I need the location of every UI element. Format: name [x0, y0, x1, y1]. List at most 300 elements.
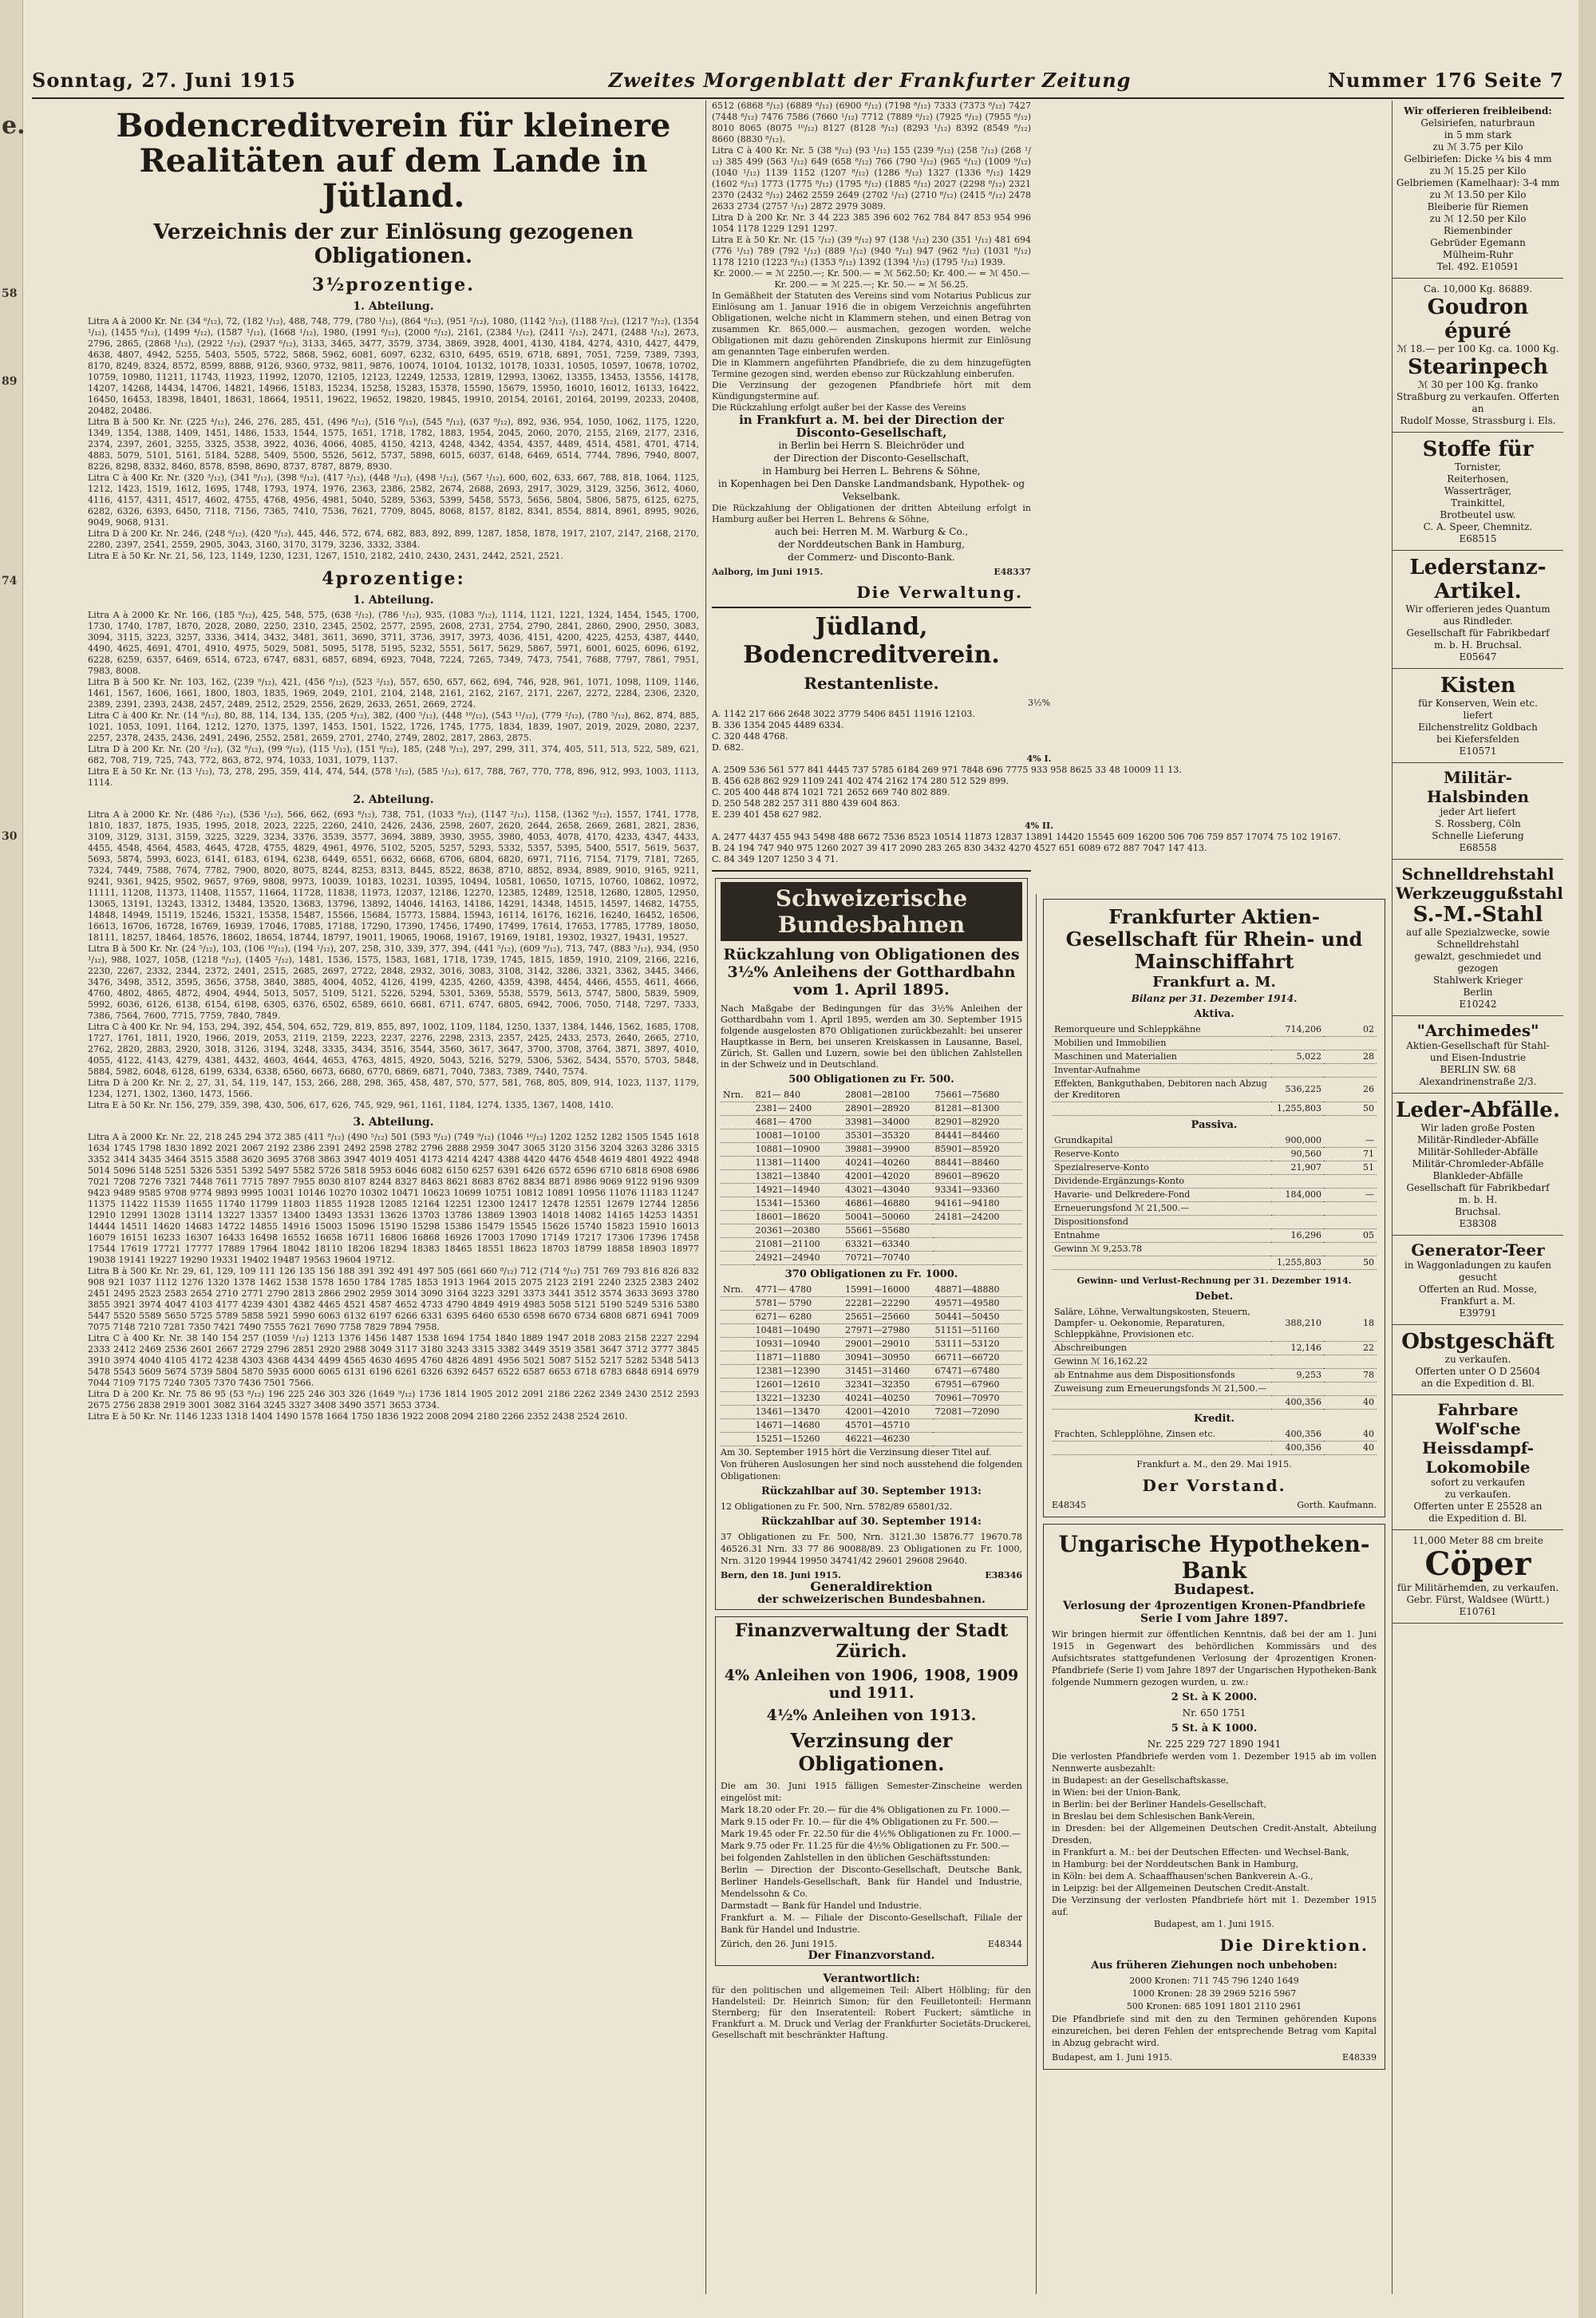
table-cell: Grundkapital — [1052, 1134, 1271, 1148]
table-cell: 30941—30950 — [843, 1351, 932, 1365]
ad-line: C. A. Speer, Chemnitz. — [1423, 521, 1533, 532]
restanten-line: B. 456 628 862 929 1109 241 402 474 2162 174 280 512 529 899. — [712, 776, 1009, 786]
pay-place: in Breslau bei dem Schlesischen Bank-Verein, — [1052, 1811, 1255, 1822]
table-row — [1052, 1243, 1377, 1256]
zurich-banks-intro: bei folgenden Zahlstellen in den üblichen Geschäftsstunden: — [721, 1853, 991, 1863]
ad-list — [1396, 927, 1560, 1011]
table-cell: 67951—67960 — [933, 1379, 1022, 1392]
table-cell — [721, 1224, 753, 1238]
table-row — [1052, 1078, 1377, 1102]
bank-line: Darmstadt — Bank für Handel und Industrie. — [721, 1901, 922, 1911]
table-row — [1052, 1396, 1377, 1410]
bank-line: in Hamburg bei Herren L. Behrens & Söhne, — [762, 465, 981, 477]
ad-line: Stahlwerk Krieger — [1432, 975, 1523, 986]
ad-line: Offerten an Rud. Mosse, Frankfurt a. M. — [1418, 1284, 1538, 1307]
kredit-heading: Kredit. — [1194, 1413, 1235, 1425]
pay-place: in Hamburg: bei der Norddeutschen Bank in Hamburg, — [1052, 1859, 1299, 1869]
ad-line: Bruchsal. — [1455, 1206, 1501, 1217]
table-cell — [721, 1197, 753, 1211]
table-cell: 18 — [1324, 1306, 1377, 1342]
table-cell: 900,000 — [1271, 1134, 1324, 1148]
ad-line: auf alle Spezialzwecke, sowie Schnelldrehstahl — [1405, 927, 1551, 950]
ad-line: zu verkaufen. — [1444, 1354, 1511, 1365]
zurich-ad — [715, 1616, 1028, 1966]
restanten-line: 4% I. — [1026, 754, 1052, 764]
column-rule-2 — [1036, 894, 1037, 2294]
disconto-line: in Frankfurt a. M. bei der Direction der Disconto-Gesellschaft, — [739, 413, 1004, 440]
ad-line: E68515 — [1459, 533, 1497, 544]
bond-list: Litra D à 200 Kr. Nr. 75 86 95 (53 ⁸/₁₂) 196 225 246 303 326 (1649 ⁹/₁₂) 1736 1814 1905 2012 2091 2186 2262 2349 2430 2512 2593 2675 2756 2838 2919 3001 3082 3164 3245 3327 3408 3490 3571 3653 3734. — [88, 1389, 699, 1410]
ad-heading: "Archimedes" — [1416, 1021, 1539, 1040]
ad-heading: Kisten — [1440, 674, 1516, 698]
table-cell: Havarie- und Delkredere-Fond — [1052, 1189, 1271, 1202]
table-cell: Reserve-Konto — [1052, 1148, 1271, 1161]
table-cell: 40 — [1324, 1442, 1377, 1455]
ad-line: Gesellschaft für Fabrikbedarf — [1406, 1182, 1550, 1193]
ad-line: zu verkaufen. — [1444, 1489, 1511, 1500]
debet-table — [1052, 1306, 1377, 1410]
table-cell: Frachten, Schlepplöhne, Zinsen etc. — [1052, 1428, 1271, 1442]
bond-list: Litra D à 200 Kr. Nr. 3 44 223 385 396 602 762 784 847 853 954 996 1054 1178 1229 1291 1297. — [712, 212, 1031, 234]
table-cell: 10081—10100 — [753, 1129, 843, 1143]
bond-list: Litra D à 200 Kr. Nr. (20 ²/₁₂), (32 ⁸/₁₂), (99 ⁹/₁₂), (115 ¹/₁₂), (151 ⁸/₁₂), 185, (248 ⁹/₁₂), 297, 299, 311, 374, 405, 511, 513, 522, 589, 621, 682, 708, 719, 725, 743, 772, 863, 872, 974, 1033, 1031, 1079, 1137. — [88, 744, 699, 765]
table-cell: 821— 840 — [753, 1089, 843, 1102]
table-cell — [1052, 1396, 1271, 1410]
ad-line: liefert — [1463, 710, 1493, 721]
table-cell — [721, 1238, 753, 1252]
table-cell: 02 — [1324, 1023, 1377, 1037]
table-row — [1052, 1148, 1377, 1161]
sum-line: Kr. 200.— = ℳ 225.—; Kr. 50.— = ℳ 56.25. — [774, 279, 969, 290]
article-title: Bodencreditverein für kleinere Realitäten auf dem Lande in Jütland. — [116, 107, 671, 215]
subsection-heading: 1. Abteilung. — [353, 594, 434, 607]
table-cell: 22281—22290 — [843, 1297, 932, 1311]
imprint-text: für den politischen und allgemeinen Teil: Albert Hölbling; für den Handelsteil: Dr. Heinrich Simon; für den Feuilletonteil: Hermann Sternberg; für den Inseratenteil: Robert Fuckert; sämtliche in Frankfurt a. M. Druck und Verlag der Frankfurter Societäts-Druckerei, Gesellschaft mit beschränkter Haftung. — [712, 1985, 1031, 2040]
ad-heading: Generator-Teer — [1411, 1240, 1545, 1260]
table-cell: 40 — [1324, 1396, 1377, 1410]
bond-list: Litra E à 50 Kr. Nr. (13 ¹/₁₂), 73, 278, 295, 359, 414, 474, 544, (578 ¹/₁₂), (585 ¹/₁₂), 617, 788, 767, 770, 778, 896, 912, 993, 1003, 1113, 1114. — [88, 766, 699, 788]
series-heading: 5 St. à K 1000. — [1171, 1723, 1258, 1735]
table-row — [721, 1197, 1022, 1211]
zurich-body: Die am 30. Juni 1915 fälligen Semester-Zinscheine werden eingelöst mit: — [721, 1781, 1022, 1803]
ad-line: E39791 — [1459, 1307, 1497, 1319]
table-row — [1052, 1134, 1377, 1148]
table-cell: 4681— 4700 — [753, 1116, 843, 1129]
ad-line: Berlin — [1463, 987, 1493, 998]
bank-line: der Norddeutschen Bank in Hamburg, — [778, 539, 965, 550]
table-cell: Dividende-Ergänzungs-Konto — [1052, 1175, 1271, 1189]
table-row — [721, 1338, 1022, 1351]
table-row — [1052, 1382, 1377, 1396]
table-cell: 11381—11400 — [753, 1157, 843, 1170]
restanten-line: C. 205 400 448 874 1021 721 2652 669 740 802 889. — [712, 787, 950, 797]
restanten-line: D. 682. — [712, 742, 744, 753]
bond-list: Litra B à 500 Kr. Nr. (24 ⁵/₁₂), 103, (106 ¹⁰/₁₂), (194 ¹/₁₂), 207, 258, 310, 339, 377, 394, (441 ⁵/₁₂), (609 ⁹/₁₂), 713, 747, (883 ⁵/₁₂), 934, (950 ¹/₁₂), 988, 1027, 1058, (1218 ⁸/₁₂), (1405 ²/₁₂), 1481, 1536, 1575, 1583, 1681, 1718, 1739, 1745, 1815, 1859, 1910, 2109, 2166, 2216, 2230, 2267, 2332, 2344, 2372, 2401, 2515, 2685, 2697, 2722, 2848, 2932, 3016, 3083, 3108, 3142, 3286, 3321, 3362, 3445, 3466, 3476, 3498, 3512, 3595, 3656, 3758, 3840, 3885, 4004, 4052, 4126, 4199, 4235, 4260, 4359, 4398, 4454, 4466, 4555, 4611, 4666, 4760, 4802, 4865, 4872, 4904, 4944, 5013, 5057, 5109, 5121, 5226, 5294, 5301, 5369, 5538, 5579, 5613, 5747, 5800, 5839, 5909, 5992, 6036, 6126, 6138, 6154, 6198, 6305, 6376, 6502, 6589, 6610, 6681, 6711, 6747, 6805, 6942, 7006, 7050, 7148, 7297, 7333, 7386, 7564, 7600, 7715, 7759, 7840, 7849. — [88, 943, 699, 1021]
ungarisch-body: Wir bringen hiermit zur öffentlichen Kenntnis, daß bei der am 1. Juni 1915 in Gegenwart des behördlichen Kommissärs und des Aufsichtsrates stattgefundenen Verlosung der 4prozentigen Kronen-Pfandbriefe (Serie I) vom Jahre 1897 der Ungarischen Hypotheken-Bank folgende Nummern gezogen wurden, u. zw.: — [1052, 1629, 1377, 1687]
left-stub-4: 74 — [2, 575, 18, 587]
table-cell: 714,206 — [1271, 1023, 1324, 1037]
place-date: Frankfurt a. M., den 29. Mai 1915. — [1136, 1459, 1292, 1470]
ad-line: Militär-Rindleder-Abfälle — [1416, 1134, 1539, 1145]
table-cell — [721, 1129, 753, 1143]
table-cell: 400,356 — [1271, 1428, 1324, 1442]
table-cell: 12381—12390 — [753, 1365, 843, 1379]
ad-line: Wasserträger, — [1444, 485, 1512, 496]
table-cell — [721, 1338, 753, 1351]
table-cell: 1,255,803 — [1271, 1256, 1324, 1270]
series-numbers: Nr. 225 229 727 1890 1941 — [1147, 1738, 1282, 1750]
ad-heading: Militär-Halsbinden — [1426, 768, 1530, 806]
table-row — [1052, 1306, 1377, 1342]
table-row — [721, 1143, 1022, 1157]
restanten-line: A. 2477 4437 455 943 5498 488 6672 7536 8523 10514 11873 12837 13891 14420 15545 609 16200 506 706 759 857 17074 75 102 19167. — [712, 832, 1341, 842]
signature: der schweizerischen Bundesbahnen. — [757, 1593, 986, 1606]
ad-line: für Konserven, Wein etc. — [1418, 698, 1538, 709]
table-cell: 49571—49580 — [933, 1297, 1022, 1311]
hungarian-bank-ad — [1043, 1524, 1385, 2070]
table-cell: 45701—45710 — [843, 1419, 932, 1433]
ad-generator-teer — [1393, 1236, 1563, 1325]
bond-list: Litra C à 400 Kr. Nr. (320 ³/₁₂), (341 ⁸/₁₂), (398 ⁶/₁₂), (417 ²/₁₂), (448 ³/₁₂), (498 ¹/₁₂), (567 ¹/₁₂), 600, 602, 633, 667, 788, 818, 1064, 1125, 1212, 1423, 1519, 1612, 1695, 1748, 1793, 1974, 1976, 2363, 2386, 2582, 2674, 2688, 2693, 2917, 3029, 3129, 3256, 3612, 4060, 4116, 4157, 4311, 4517, 4602, 4755, 4768, 4956, 4981, 5040, 5289, 5363, 5399, 5458, 5573, 5656, 5804, 5806, 5875, 6125, 6275, 6282, 6326, 6393, 6450, 7118, 7156, 7365, 7410, 7536, 7621, 7709, 8045, 8068, 8157, 8182, 8341, 8554, 8814, 8961, 8995, 9026, 9049, 9068, 9131. — [88, 473, 699, 528]
table-cell — [721, 1419, 753, 1433]
ad-line: ℳ 18.— per 100 Kg. ca. 1000 Kg. — [1396, 343, 1559, 354]
section-heading: 3½prozentige. — [312, 275, 475, 295]
table-cell: 28 — [1324, 1050, 1377, 1064]
table-cell — [1324, 1037, 1377, 1050]
table-cell — [721, 1157, 753, 1170]
table-row — [721, 1284, 1022, 1297]
bond-list: 6512 (6868 ⁸/₁₂) (6889 ⁸/₁₂) (6900 ⁸/₁₂) (7198 ⁸/₁₂) 7333 (7373 ⁸/₁₂) 7427 (7448 ⁸/₁₂) 7476 7586 (7660 ¹/₁₂) 7712 (7889 ⁶/₁₂) (7925 ⁸/₁₂) (7955 ⁸/₁₂) 8010 8065 (8075 ¹⁰/₁₂) 8127 (8128 ⁸/₁₂) (8293 ¹/₁₂) 8392 (8549 ⁸/₁₂) 8660 (8830 ⁸/₁₂). — [712, 101, 1031, 144]
header-date: Sonntag, 27. Juni 1915 — [32, 69, 296, 92]
ad-code: E48345 — [1052, 1500, 1087, 1510]
table-cell — [1324, 1243, 1377, 1256]
rate-line: Mark 9.15 oder Fr. 10.— für die 4% Obligationen zu Fr. 500.— — [721, 1817, 999, 1827]
debet-heading: Debet. — [1195, 1291, 1234, 1303]
ad-line: Militär-Chromleder-Abfälle — [1412, 1158, 1544, 1169]
ad-lederstanz — [1393, 551, 1563, 669]
table-cell: 50441—50450 — [933, 1311, 1022, 1324]
header-page-number: Nummer 176 Seite 7 — [1327, 69, 1564, 92]
table-cell: 12,146 — [1271, 1342, 1324, 1355]
table-cell — [1324, 1355, 1377, 1369]
table-cell: Nrn. — [721, 1089, 753, 1102]
bilanz-heading: Bilanz per 31. Dezember 1914. — [1131, 993, 1298, 1004]
ad-list — [1396, 603, 1560, 663]
table-cell: 53111—53120 — [933, 1338, 1022, 1351]
table-cell: 78 — [1324, 1369, 1377, 1382]
pay-place: in Dresden: bei der Allgemeinen Deutschen Credit-Anstalt, Abteilung Dresden, — [1052, 1823, 1377, 1845]
table-row — [1052, 1442, 1377, 1455]
ad-list — [1396, 461, 1560, 545]
table-cell: 31451—31460 — [843, 1365, 932, 1379]
swiss-railway-ad — [715, 878, 1028, 1610]
table-cell: 13461—13470 — [753, 1406, 843, 1419]
table-cell — [933, 1419, 1022, 1433]
ad-line: jeder Art liefert — [1440, 806, 1516, 817]
left-stub-5: 30 — [2, 830, 18, 843]
table-cell: 84441—84460 — [933, 1129, 1022, 1143]
ad-line: gewalzt, geschmiedet und gezogen — [1414, 951, 1542, 974]
table-cell: 21,907 — [1271, 1161, 1324, 1175]
table-cell — [721, 1211, 753, 1224]
table-cell: — — [1324, 1189, 1377, 1202]
ruck-text: 12 Obligationen zu Fr. 500, Nrn. 5782/89 65801/32. — [721, 1501, 953, 1512]
jud-subtitle: Restantenliste. — [804, 674, 939, 693]
table-row — [1052, 1355, 1377, 1369]
bank-line: der Commerz- und Disconto-Bank. — [788, 552, 955, 563]
table-cell: Effekten, Bankguthaben, Debitoren nach Abzug der Kreditoren — [1052, 1078, 1271, 1102]
ad-list — [1396, 1040, 1560, 1088]
table-cell: 5,022 — [1271, 1050, 1324, 1064]
table-cell: 5781— 5790 — [753, 1297, 843, 1311]
place-date: Bern, den 18. Juni 1915. — [721, 1570, 841, 1580]
table-cell: 9,253 — [1271, 1369, 1324, 1382]
restanten-line: B. 336 1354 2045 4489 6334. — [712, 720, 844, 730]
ad-line: Wir offerieren jedes Quantum aus Rindleder. — [1405, 603, 1551, 627]
table-cell: Remorqueure und Schleppkähne — [1052, 1023, 1271, 1037]
table-row — [721, 1116, 1022, 1129]
ad-list — [1396, 806, 1560, 854]
ad-line: Mülheim-Ruhr — [1442, 249, 1514, 260]
table-cell: 24181—24200 — [933, 1211, 1022, 1224]
place-date: Budapest, am 1. Juni 1915. — [1052, 2052, 1172, 2063]
table-cell — [1271, 1355, 1324, 1369]
table-cell: Saläre, Löhne, Verwaltungskosten, Steuern, Dampfer- u. Oekonomie, Reparaturen, Schleppkähne, Provisionen etc. — [1052, 1306, 1271, 1342]
ungarisch-subtitle: Verlosung der 4prozentigen Kronen-Pfandbriefe Serie I vom Jahre 1897. — [1062, 1600, 1366, 1625]
table-cell — [721, 1184, 753, 1197]
table-row — [1052, 1064, 1377, 1078]
kredit-table — [1052, 1428, 1377, 1455]
table-cell: 13221—13230 — [753, 1392, 843, 1406]
table-cell: 12601—12610 — [753, 1379, 843, 1392]
ungarisch-body: Die verlosten Pfandbriefe werden vom 1. Dezember 1915 ab im vollen Nennwerte ausbezahlt: — [1052, 1751, 1377, 1774]
notice-text: Die in Klammern angeführten Pfandbriefe, die zu dem hinzugefügten Termine gezogen sind, werden ebenso zur Rückzahlung einberufen. — [712, 358, 1031, 379]
table-cell: 71 — [1324, 1148, 1377, 1161]
table-cell — [1324, 1202, 1377, 1216]
restanten-line: A. 2509 536 561 577 841 4445 737 5785 6184 269 971 7848 696 7775 933 958 8625 33 48 10009 11 13. — [712, 765, 1182, 775]
table-cell — [1052, 1442, 1271, 1455]
ad-list — [1396, 1354, 1560, 1390]
restanten-line: 4% II. — [1024, 821, 1054, 831]
table-row — [721, 1433, 1022, 1446]
bank-line: Berlin — Direction der Disconto-Gesellschaft, Deutsche Bank, Berliner Handels-Gesellschaft, Bank für Handel und Industrie, Mendelssohn & Co. — [721, 1865, 1022, 1899]
right-page-edge — [1578, 0, 1596, 2318]
table-cell: 88441—88460 — [933, 1157, 1022, 1170]
table-cell — [721, 1143, 753, 1157]
table-row — [721, 1297, 1022, 1311]
table-cell: Zuweisung zum Erneuerungsfonds ℳ 21,500.— — [1052, 1382, 1271, 1396]
aktiva-heading: Aktiva. — [1194, 1008, 1235, 1020]
ad-code: E48337 — [994, 567, 1031, 577]
table-row — [721, 1351, 1022, 1365]
bond-list: Litra A à 2000 Kr. Nr. 22, 218 245 294 372 385 (411 ⁸/₁₂) (490 ⁵/₁₂) 501 (593 ⁸/₁₂) (749 ⁹/₁₂) (1046 ¹⁰/₁₂) 1202 1252 1282 1505 1545 1618 1634 1745 1798 1830 1892 2021 2067 2192 2386 2391 2492 2598 2782 2796 2888 2959 3047 3065 3120 3156 3204 3263 3286 3315 3352 3414 3435 3464 3515 3588 3620 3695 3768 3863 3947 4019 4051 4173 4214 4247 4388 4420 4476 4548 4619 4801 4922 4948 5014 5096 5148 5251 5326 5351 5392 5497 5582 5726 5818 5953 6046 6082 6150 6257 6391 6426 6572 6596 6710 6818 6908 6986 7021 7208 7276 7321 7448 7611 7715 7897 7955 8030 8107 8244 8327 8463 8621 8683 8762 8834 8871 8986 9069 9122 9196 9309 9423 9489 9585 9708 9774 9893 9995 10031 10146 10270 10302 10471 10623 10699 10751 10812 10891 10956 11076 11183 11247 11375 11422 11539 11655 11740 11799 11803 11855 11928 12085 12164 12251 12300 12417 12478 12551 12679 12744 12856 12910 12991 13028 13114 13227 13357 13400 13493 13531 13626 13703 13786 13869 13903 14018 14082 14165 14253 14351 14444 14511 14620 14683 14722 14855 14916 15003 15096 15190 15298 15386 15479 15545 15626 15740 15823 15910 16013 16079 16151 16233 16307 16433 16498 16552 16658 16711 16806 16868 16926 17003 17090 17149 17217 17306 17396 17458 17544 17619 17721 17777 17889 17964 18042 18110 18206 18294 18383 18465 18551 18623 18703 18799 18858 18903 18977 19038 19141 19227 19290 19331 19402 19487 19563 19604 19712. — [88, 1132, 699, 1265]
table-cell: Abschreibungen — [1052, 1342, 1271, 1355]
header-title: Zweites Morgenblatt der Frankfurter Zeitung — [608, 69, 1132, 92]
ad-line: Schnelle Lieferung — [1432, 830, 1524, 841]
place-date: Budapest, am 1. Juni 1915. — [1154, 1919, 1274, 1929]
frankfurt-title: Frankfurter Aktien-Gesellschaft für Rhein- und Mainschiffahrt — [1065, 905, 1363, 973]
table-cell: 6271— 6280 — [753, 1311, 843, 1324]
table-cell — [1271, 1175, 1324, 1189]
zurich-subtitle: Verzinsung der Obligationen. — [790, 1729, 953, 1775]
ungarisch-city: Budapest. — [1173, 1581, 1255, 1598]
ad-line: ℳ 30 per 100 Kg. franko — [1417, 379, 1539, 390]
ad-line: Gelbiriefen: Dicke ¼ bis 4 mm — [1404, 153, 1552, 164]
ad-line: in 5 mm stark — [1444, 129, 1512, 140]
zurich-title: Finanzverwaltung der Stadt Zürich. — [734, 1620, 1009, 1662]
ad-coeper — [1393, 1530, 1563, 1624]
table-cell: 75661—75680 — [933, 1089, 1022, 1102]
table-cell — [721, 1116, 753, 1129]
table-row — [1052, 1229, 1377, 1243]
table-cell: 22 — [1324, 1342, 1377, 1355]
rate-line: Mark 18.20 oder Fr. 20.— für die 4% Obligationen zu Fr. 1000.— — [721, 1805, 1010, 1815]
rate-line: Mark 9.75 oder Fr. 11.25 für die 4½% Obligationen zu Fr. 500.— — [721, 1841, 1009, 1851]
restanten-line: D. 250 548 282 257 311 880 439 604 863. — [712, 798, 900, 809]
ad-line: Riemenbinder — [1444, 225, 1512, 236]
ruck-heading: Rückzahlbar auf 30. September 1914: — [761, 1516, 982, 1528]
bond-list: Litra E à 50 Kr. Nr. 21, 56, 123, 1149, 1230, 1231, 1267, 1510, 2182, 2410, 2430, 2431, 2442, 2521, 2521. — [88, 551, 563, 561]
ad-heading: Leder-Abfälle. — [1396, 1098, 1560, 1122]
table-row — [721, 1211, 1022, 1224]
table-cell: 15341—15360 — [753, 1197, 843, 1211]
restanten-line: 3½% — [1027, 698, 1051, 708]
table-cell — [933, 1224, 1022, 1238]
table-cell — [721, 1170, 753, 1184]
ad-line: für Militärhemden, zu verkaufen. — [1396, 1582, 1559, 1593]
pay-place: in Wien: bei der Union-Bank, — [1052, 1787, 1181, 1798]
signature: Der Finanzvorstand. — [808, 1949, 935, 1962]
bond-list: Litra C à 400 Kr. Nr. 38 140 154 257 (1059 ¹/₁₂) 1213 1376 1456 1487 1538 1694 1754 1840 1889 1947 2018 2083 2158 2227 2294 2333 2412 2469 2536 2601 2667 2729 2796 2851 2920 2988 3049 3117 3180 3243 3315 3382 3449 3519 3581 3647 3712 3777 3845 3910 3974 4040 4105 4172 4238 4303 4368 4434 4499 4565 4630 4695 4760 4826 4891 4956 5021 5087 5152 5217 5282 5348 5413 5478 5543 5609 5674 5739 5804 5870 5935 6000 6065 6131 6196 6261 6326 6392 6457 6522 6587 6653 6718 6783 6848 6914 6979 7044 7109 7175 7240 7305 7370 7436 7501 7566. — [88, 1333, 699, 1388]
table-cell: 15251—15260 — [753, 1433, 843, 1446]
signature: Die Verwaltung. — [856, 583, 1023, 602]
pay-place: in Budapest: an der Gesellschaftskasse, — [1052, 1775, 1229, 1786]
notice-text: Die Rückzahlung erfolgt außer bei der Kasse des Vereins — [712, 402, 966, 413]
table-row — [721, 1238, 1022, 1252]
table-row — [1052, 1050, 1377, 1064]
section-heading: 4prozentige: — [322, 568, 465, 589]
ad-line: Gelsiriefen, naturbraun — [1420, 117, 1535, 129]
table-cell: 82901—82920 — [933, 1116, 1022, 1129]
column-1 — [88, 101, 699, 2294]
ad-line: bei Kiefersfelden — [1436, 734, 1519, 745]
jud-title: Jüdland, Bodencreditverein. — [743, 613, 1000, 669]
ad-heading: Wir offerieren freibleibend: — [1404, 105, 1552, 117]
table-cell: 400,356 — [1271, 1396, 1324, 1410]
left-stub-1: e. — [2, 112, 26, 140]
table-cell: Maschinen und Materialien — [1052, 1050, 1271, 1064]
frankfurt-shipping-ad — [1043, 899, 1385, 1517]
table-cell: ab Entnahme aus dem Dispositionsfonds — [1052, 1369, 1271, 1382]
ungarisch-body: Die Verzinsung der verlosten Pfandbriefe hört mit 1. Dezember 1915 auf. — [1052, 1895, 1377, 1917]
table-cell — [721, 1406, 753, 1419]
left-stub-2: 58 — [2, 287, 18, 300]
ad-line: sofort zu verkaufen — [1430, 1477, 1526, 1488]
ad-line: Wir laden große Posten — [1420, 1122, 1535, 1133]
table-cell: 10881—10900 — [753, 1143, 843, 1157]
signature: Die Direktion. — [1219, 1936, 1369, 1955]
sum-line: Kr. 2000.— = ℳ 2250.—; Kr. 500.— = ℳ 562.50; Kr. 400.— = ℳ 450.— — [713, 268, 1030, 279]
table-cell — [721, 1324, 753, 1338]
table-row — [721, 1102, 1022, 1116]
signature: Der Vorstand. — [1142, 1476, 1286, 1495]
restanten-line: C. 320 448 4768. — [712, 731, 788, 742]
table-cell — [721, 1392, 753, 1406]
table-cell — [721, 1102, 753, 1116]
table-cell: Erneuerungsfond ℳ 21,500.— — [1052, 1202, 1271, 1216]
ad-line: BERLIN SW. 68 — [1440, 1064, 1516, 1075]
table-row — [721, 1324, 1022, 1338]
ad-stoffe — [1393, 433, 1563, 551]
ad-list — [1396, 1477, 1560, 1525]
table-row — [1052, 1023, 1377, 1037]
restanten-line: B. 24 194 747 940 975 1260 2027 39 417 2090 283 265 830 3432 4270 4527 651 6089 672 887 7047 147 413. — [712, 843, 1207, 853]
table-row — [721, 1129, 1022, 1143]
ad-line: an die Expedition d. Bl. — [1420, 1378, 1535, 1389]
ad-riemen — [1393, 101, 1563, 279]
bond-list: Litra E à 50 Kr. Nr. 156, 279, 359, 398, 430, 506, 617, 626, 745, 929, 961, 1161, 1184, 1274, 1335, 1367, 1408, 1410. — [88, 1100, 614, 1110]
table-cell: 70721—70740 — [843, 1252, 932, 1265]
bond-list: Litra C à 400 Kr. Nr. 94, 153, 294, 392, 454, 504, 652, 729, 819, 855, 897, 1002, 1109, 1184, 1250, 1337, 1384, 1446, 1562, 1685, 1708, 1727, 1761, 1811, 1920, 1966, 2019, 2053, 2119, 2159, 2223, 2237, 2276, 2298, 2313, 2357, 2425, 2433, 2573, 2640, 2665, 2710, 2762, 2820, 2883, 2920, 3018, 3126, 3194, 3248, 3335, 3434, 3516, 3544, 3560, 3617, 3647, 3700, 3708, 3764, 3871, 3897, 4010, 4055, 4122, 4143, 4279, 4381, 4432, 4603, 4644, 4653, 4763, 4815, 4920, 5043, 5216, 5279, 5306, 5362, 5434, 5570, 5703, 5848, 5884, 5982, 6048, 6128, 6199, 6334, 6338, 6560, 6673, 6680, 6770, 6869, 6871, 7040, 7383, 7389, 7440, 7574. — [88, 1022, 699, 1077]
table-cell: 63321—63340 — [843, 1238, 932, 1252]
ad-line: Rudolf Mosse, Strassburg i. Els. — [1400, 415, 1556, 426]
subsection-heading: 2. Abteilung. — [353, 793, 434, 806]
table-cell: Spezialreserve-Konto — [1052, 1161, 1271, 1175]
ad-line: die Expedition d. Bl. — [1428, 1513, 1527, 1524]
ungarisch-title: Ungarische Hypotheken-Bank — [1058, 1531, 1370, 1584]
table-cell: Entnahme — [1052, 1229, 1271, 1243]
bond-list: Litra B à 500 Kr. Nr. 103, 162, (239 ⁹/₁₂), 421, (456 ⁸/₁₂), (523 ²/₁₂), 557, 650, 657, 662, 694, 746, 928, 961, 1071, 1098, 1109, 1146, 1461, 1567, 1606, 1661, 1800, 1803, 1835, 1969, 2049, 2101, 2104, 2148, 2161, 2162, 2167, 2171, 2267, 2272, 2284, 2306, 2320, 2389, 2391, 2393, 2438, 2457, 2489, 2512, 2529, 2556, 2629, 2633, 2651, 2669, 2724. — [88, 677, 699, 710]
table-cell: 10931—10940 — [753, 1338, 843, 1351]
pay-place: in Frankfurt a. M.: bei der Deutschen Effecten- und Wechsel-Bank, — [1052, 1847, 1349, 1857]
restanten-line: C. 84 349 1207 1250 3 4 71. — [712, 854, 839, 864]
table-cell: 43021—43040 — [843, 1184, 932, 1197]
prev-row: 1000 Kronen: 28 39 2969 5216 5967 — [1132, 1988, 1297, 1999]
bond-list: Litra C à 400 Kr. Nr. 5 (38 ⁸/₁₂) (93 ¹/₁₂) 155 (239 ⁸/₁₂) (258 ⁷/₁₂) (268 ¹/₁₂) 385 499 (563 ¹/₁₂) 649 (658 ⁸/₁₂) 766 (790 ¹/₁₂) (965 ⁶/₁₂) (1009 ⁹/₁₂) (1040 ¹/₁₂) 1139 1152 (1207 ⁸/₁₂) (1286 ⁸/₁₂) 1327 (1336 ⁸/₁₂) 1429 (1602 ⁶/₁₂) 1773 (1775 ⁸/₁₂) (1795 ⁸/₁₂) (1885 ⁸/₁₂) 2027 (2298 ⁸/₁₂) 2321 2370 (2432 ⁸/₁₂) 2462 2559 2649 (2702 ¹/₁₂) (2710 ⁸/₁₂) (2415 ⁸/₁₂) 2478 2633 2734 (2757 ¹/₁₂) 2872 2979 3089. — [712, 145, 1031, 212]
signature-names: Gorth. Kaufmann. — [1297, 1500, 1377, 1510]
table-row — [1052, 1189, 1377, 1202]
table-cell: 90,560 — [1271, 1148, 1324, 1161]
ad-heading: Goudron épuré — [1427, 295, 1529, 343]
table-cell: 40 — [1324, 1428, 1377, 1442]
ad-line: E10571 — [1459, 746, 1497, 757]
place-date: Aalborg, im Juni 1915. — [712, 567, 824, 577]
table-cell: 50041—50060 — [843, 1211, 932, 1224]
table-cell — [1052, 1102, 1271, 1116]
table-cell — [1324, 1064, 1377, 1078]
table-cell: 1,255,803 — [1271, 1102, 1324, 1116]
bank-line: in Kopenhagen bei Den Danske Landmandsbank, Hypothek- og Vekselbank. — [717, 478, 1025, 502]
bond-list: Litra D à 200 Kr. Nr. 246, (248 ⁶/₁₂), (420 ⁹/₁₂), 445, 446, 572, 674, 682, 883, 892, 899, 1287, 1858, 1878, 1917, 2107, 2147, 2168, 2170, 2280, 2397, 2541, 2559, 2905, 3043, 3160, 3170, 3179, 3236, 3332, 3384. — [88, 528, 699, 550]
table-cell — [933, 1252, 1022, 1265]
ruck-heading: Rückzahlbar auf 30. September 1913: — [761, 1485, 982, 1497]
table-cell — [1271, 1382, 1324, 1396]
table-cell: 48871—48880 — [933, 1284, 1022, 1297]
table-row — [721, 1419, 1022, 1433]
rate-line: Mark 19.45 oder Fr. 22.50 für die 4½% Obligationen zu Fr. 1000.— — [721, 1829, 1021, 1839]
bond-list: Litra A à 2000 Kr. Nr. 166, (185 ⁸/₁₂), 425, 548, 575, (638 ²/₁₂), (786 ¹/₁₂), 935, (1083 ⁹/₁₂), 1114, 1121, 1221, 1324, 1454, 1545, 1700, 1730, 1740, 1787, 1870, 2028, 2080, 2250, 2310, 2345, 2502, 2577, 2595, 2608, 2731, 2754, 2790, 2841, 2860, 2900, 2950, 3083, 3094, 3115, 3223, 3257, 3336, 3414, 3432, 3481, 3611, 3690, 3711, 3736, 3917, 3973, 4036, 4151, 4200, 4225, 4253, 4387, 4440, 4490, 4625, 4691, 4701, 4910, 4975, 5029, 5081, 5095, 5178, 5195, 5232, 5551, 5617, 5629, 5867, 5971, 6001, 6025, 6096, 6192, 6228, 6259, 6357, 6469, 6514, 6723, 6747, 6831, 6857, 6894, 6923, 7048, 7224, 7265, 7349, 7473, 7541, 7688, 7797, 7861, 7951, 7983, 8008. — [88, 610, 699, 676]
table-row — [721, 1365, 1022, 1379]
table-cell: 93341—93360 — [933, 1184, 1022, 1197]
ad-line: zu ℳ 13.50 per Kilo — [1429, 189, 1527, 200]
table-cell: 536,225 — [1271, 1078, 1324, 1102]
table-cell — [1271, 1243, 1324, 1256]
ad-lokomobile — [1393, 1395, 1563, 1530]
zurich-subtitle: 4½% Anleihen von 1913. — [766, 1707, 977, 1724]
restanten-line: A. 1142 217 666 2648 3022 3779 5406 8451 11916 12103. — [712, 709, 975, 719]
table-row — [1052, 1161, 1377, 1175]
ad-halsbinden — [1393, 763, 1563, 860]
